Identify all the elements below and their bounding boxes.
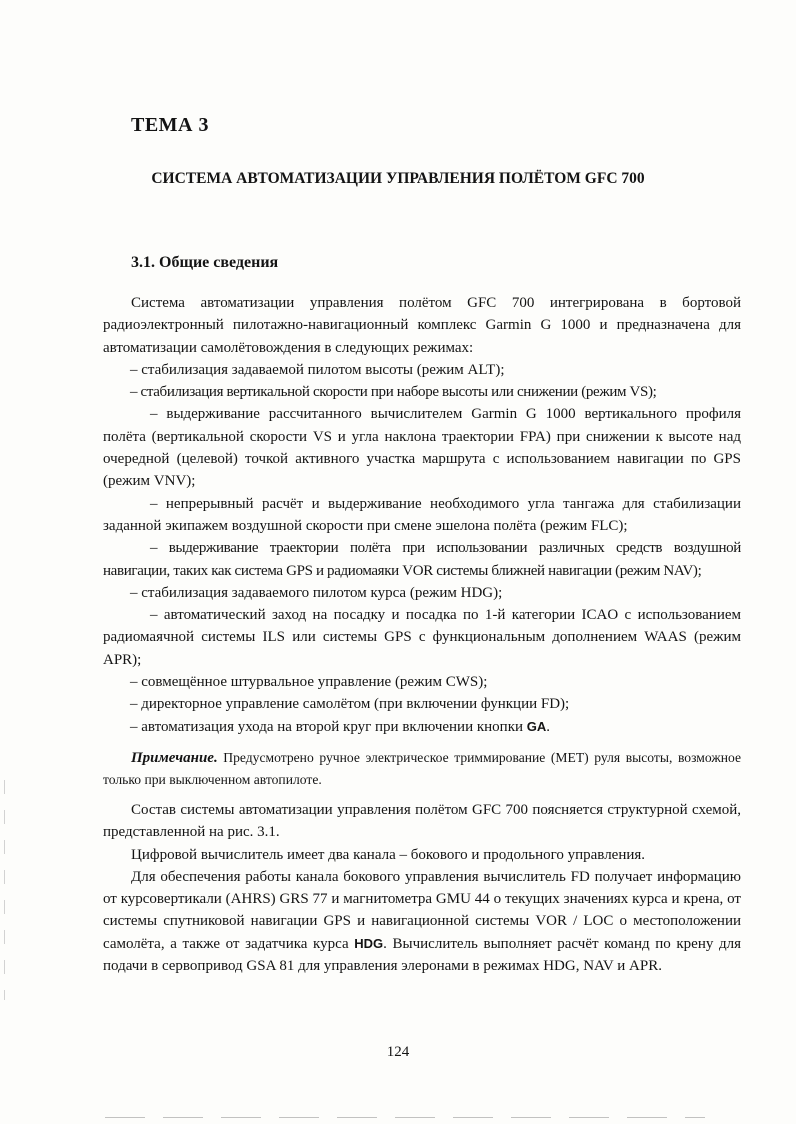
lateral-paragraph bbox=[103, 866, 741, 977]
mode-item-cws: – совмещённое штурвальное управление (режим CWS); bbox=[130, 674, 488, 691]
mode-item-hdg: – стабилизация задаваемого пилотом курса (режим HDG); bbox=[130, 584, 503, 601]
mode-item-nav: – выдерживание траектории полёта при использовании различных средств воздушной навигации, таких как система GPS и радиомаяки VOR системы ближней навигации (режим NAV); bbox=[103, 540, 741, 579]
structure-paragraph: Состав системы автоматизации управления полётом GFC 700 поясняется структурной схемой, представленной на рис. 3.1. bbox=[103, 801, 741, 841]
mode-item-ga-text: – автоматизация ухода на второй круг при включении кнопки bbox=[130, 718, 524, 735]
lateral-text-start: Для обеспечения работы канала бокового управления вычислитель FD получает информацию от курсовертикали (AHRS) GRS 77 и магнитометра GMU 44 о текущих значениях курса и крена, от системы спутниковой навигации GPS и навигационной системы VOR / LOC о местоположении самолёта, а также от задатчика курса bbox=[103, 868, 741, 952]
hdg-button-label: HDG bbox=[354, 935, 384, 951]
note-text: Предусмотрено ручное электрическое триммирование (MET) руля высоты, возможное только при выключенном автопилоте. bbox=[103, 749, 741, 787]
mode-item-alt: – стабилизация задаваемой пилотом высоты (режим ALT); bbox=[130, 361, 505, 378]
topic-heading: ТЕМА 3 bbox=[131, 114, 209, 136]
note-label: Примечание. bbox=[131, 749, 218, 766]
lateral-text-end: . Вычислитель выполняет расчёт команд по крену для подачи в сервопривод GSA 81 для управления элеронами в режимах HDG, NAV и APR. bbox=[103, 935, 741, 975]
scan-margin-line bbox=[4, 780, 5, 1000]
mode-item-flc: – непрерывный расчёт и выдерживание необходимого угла тангажа для стабилизации заданной экипажем воздушной скорости при смене эшелона полёта (режим FLC); bbox=[103, 495, 741, 534]
mode-item-vs: – стабилизация вертикальной скорости при наборе высоты или снижении (режим VS); bbox=[130, 384, 657, 401]
ga-button-label: GA bbox=[526, 718, 547, 734]
body-text bbox=[103, 292, 741, 977]
intro-paragraph: Система автоматизации управления полётом GFC 700 интегрирована в бортовой радиоэлектронный пилотажно-навигационный комплекс Garmin G 1000 и предназначена для автоматизации самолётовождения в следующих режимах: bbox=[103, 295, 741, 356]
mode-item-fd: – директорное управление самолётом (при включении функции FD); bbox=[130, 696, 570, 713]
channels-paragraph: Цифровой вычислитель имеет два канала – бокового и продольного управления. bbox=[131, 846, 646, 863]
scan-edge-line bbox=[105, 1117, 705, 1118]
mode-item-ga: – автоматизация ухода на второй круг при включении кнопки GA. bbox=[130, 718, 551, 735]
mode-item-apr: – автоматический заход на посадку и посадка по 1-й категории ICAO с использованием радиомаячной системы ILS или системы GPS с функциональным дополнением WAAS (режим APR); bbox=[103, 607, 741, 668]
note-paragraph bbox=[103, 747, 741, 790]
chapter-title: СИСТЕМА АВТОМАТИЗАЦИИ УПРАВЛЕНИЯ ПОЛЁТОМ GFC 700 bbox=[151, 170, 645, 187]
page-number: 124 bbox=[386, 1044, 410, 1060]
mode-item-vnv: – выдерживание рассчитанного вычислителем Garmin G 1000 вертикального профиля полёта (вертикальной скорости VS и угла наклона траектории FPA) при снижении к высоте над очередной (целевой) точкой активного участка маршрута с использованием навигации по GPS (режим VNV); bbox=[103, 406, 741, 490]
section-heading: 3.1. Общие сведения bbox=[131, 254, 279, 271]
